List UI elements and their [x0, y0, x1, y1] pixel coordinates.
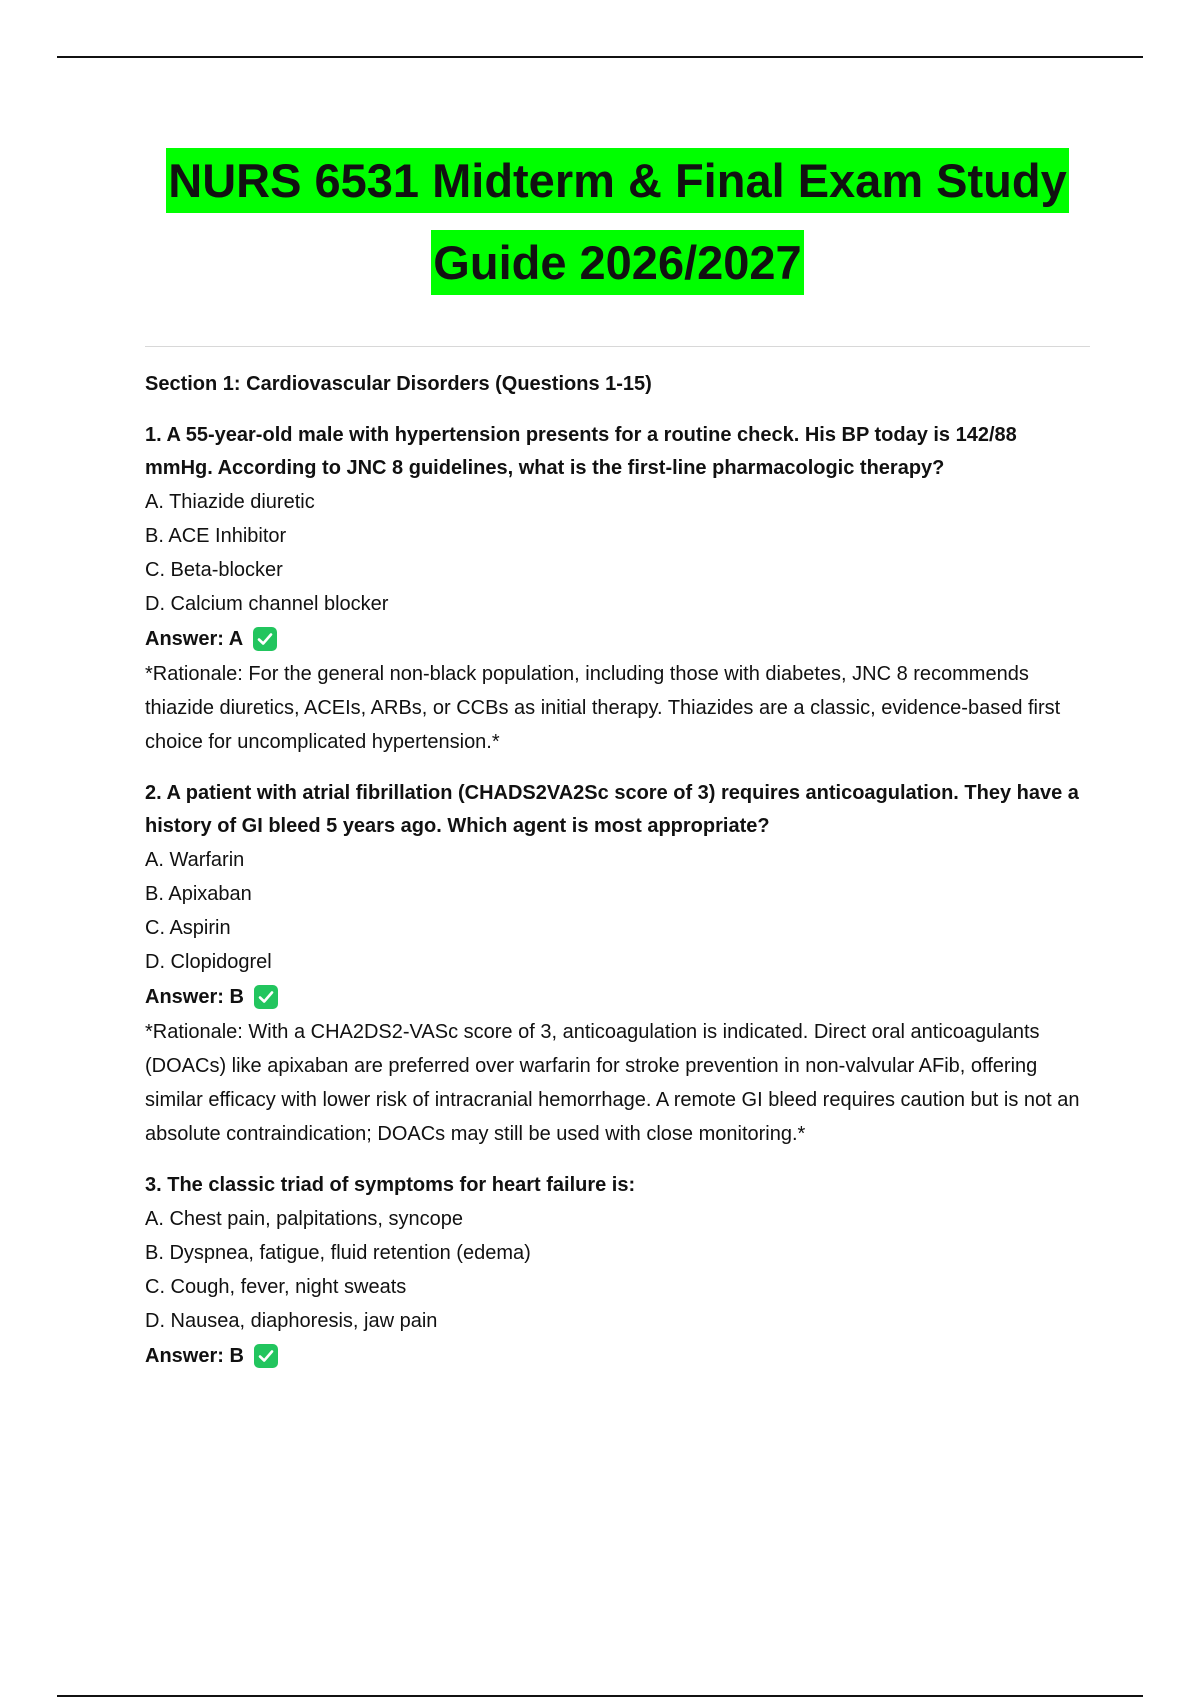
title-separator — [145, 346, 1090, 347]
answer — [145, 979, 1090, 1015]
option-d: D. Nausea, diaphoresis, jaw pain — [145, 1310, 438, 1332]
question-1 — [145, 419, 1090, 759]
title-line-2: Guide 2026/2027 — [431, 230, 803, 295]
question-text: 1. A 55-year-old male with hypertension presents for a routine check. His BP today is 142/88 mmHg. According to JNC 8 guidelines, what is the first-line pharmacologic therapy? — [145, 424, 1017, 479]
title-line-1: NURS 6531 Midterm & Final Exam Study — [166, 148, 1068, 213]
options-list — [145, 1202, 1090, 1338]
answer-label: Answer: B — [145, 986, 244, 1008]
question-text: 2. A patient with atrial fibrillation (CHADS2VA2Sc score of 3) requires anticoagulation. They have a history of GI bleed 5 years ago. Which agent is most appropriate? — [145, 782, 1079, 837]
rationale: *Rationale: For the general non-black population, including those with diabetes, JNC 8 recommends thiazide diuretics, ACEIs, ARBs, or CCBs as initial therapy. Thiazides are a classic, evidence-based first choice for uncomplicated hypertension.* — [145, 663, 1061, 753]
option-b: B. ACE Inhibitor — [145, 525, 287, 547]
document-title — [145, 140, 1090, 304]
answer-label: Answer: A — [145, 628, 244, 650]
check-mark-icon — [253, 627, 277, 651]
check-mark-icon — [254, 985, 278, 1009]
option-a: A. Chest pain, palpitations, syncope — [145, 1208, 463, 1230]
option-b: B. Apixaban — [145, 883, 252, 905]
option-b: B. Dyspnea, fatigue, fluid retention (edema) — [145, 1242, 531, 1264]
options-list — [145, 843, 1090, 979]
rationale: *Rationale: With a CHA2DS2-VASc score of 3, anticoagulation is indicated. Direct oral anticoagulants (DOACs) like apixaban are preferred over warfarin for stroke prevention in non-valvular AFib, offering similar efficacy with lower risk of intracranial hemorrhage. A remote GI bleed requires caution but is not an absolute contraindication; DOACs may still be used with close monitoring.* — [145, 1021, 1080, 1145]
option-d: D. Clopidogrel — [145, 951, 272, 973]
options-list — [145, 485, 1090, 621]
option-c: C. Cough, fever, night sweats — [145, 1276, 407, 1298]
option-a: A. Thiazide diuretic — [145, 491, 315, 513]
answer — [145, 621, 1090, 657]
question-text: 3. The classic triad of symptoms for heart failure is: — [145, 1174, 636, 1196]
bottom-rule — [57, 1695, 1143, 1697]
answer — [145, 1338, 1090, 1374]
top-rule — [57, 56, 1143, 58]
option-c: C. Beta-blocker — [145, 559, 283, 581]
answer-label: Answer: B — [145, 1345, 244, 1367]
section-title: Section 1: Cardiovascular Disorders (Questions 1-15) — [145, 373, 652, 395]
option-a: A. Warfarin — [145, 849, 245, 871]
question-3 — [145, 1169, 1090, 1374]
option-c: C. Aspirin — [145, 917, 231, 939]
document-body — [145, 140, 1090, 1392]
option-d: D. Calcium channel blocker — [145, 593, 389, 615]
question-2 — [145, 777, 1090, 1151]
check-mark-icon — [254, 1344, 278, 1368]
